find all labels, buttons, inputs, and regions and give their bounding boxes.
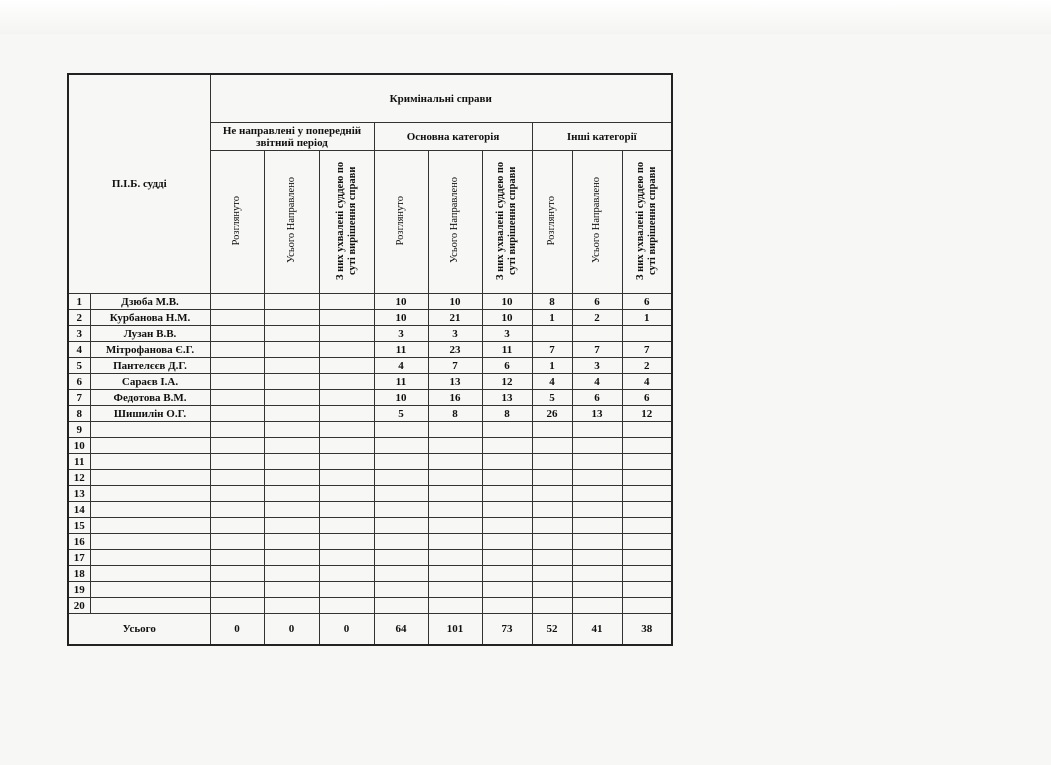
- total-cell: 38: [622, 614, 672, 646]
- total-cell: 0: [210, 614, 264, 646]
- value-cell: [319, 422, 374, 438]
- judge-name: [90, 518, 210, 534]
- value-cell: [622, 422, 672, 438]
- value-cell: [572, 550, 622, 566]
- value-cell: [210, 358, 264, 374]
- value-cell: 11: [374, 374, 428, 390]
- judge-name: [90, 598, 210, 614]
- value-cell: [264, 390, 319, 406]
- judge-name: [90, 422, 210, 438]
- judge-name: [90, 454, 210, 470]
- value-cell: 3: [374, 326, 428, 342]
- value-cell: [482, 438, 532, 454]
- total-cell: 73: [482, 614, 532, 646]
- judge-name: [90, 534, 210, 550]
- col-header: [210, 151, 264, 294]
- value-cell: [374, 502, 428, 518]
- table-row: [68, 422, 672, 438]
- value-cell: [210, 294, 264, 310]
- value-cell: [428, 566, 482, 582]
- value-cell: [482, 598, 532, 614]
- value-cell: 12: [482, 374, 532, 390]
- table-row: [68, 438, 672, 454]
- value-cell: [622, 470, 672, 486]
- col-header: [532, 151, 572, 294]
- value-cell: [210, 598, 264, 614]
- value-cell: 7: [572, 342, 622, 358]
- value-cell: [264, 582, 319, 598]
- value-cell: [319, 550, 374, 566]
- value-cell: [319, 598, 374, 614]
- row-number: 11: [68, 454, 90, 470]
- value-cell: [428, 550, 482, 566]
- value-cell: [428, 422, 482, 438]
- judge-name-header: П.І.Б. судді: [68, 74, 210, 294]
- value-cell: 7: [532, 342, 572, 358]
- table-row: [68, 566, 672, 582]
- value-cell: [264, 550, 319, 566]
- value-cell: [210, 550, 264, 566]
- value-cell: [622, 486, 672, 502]
- judge-name: Шишилін О.Г.: [90, 406, 210, 422]
- row-number: 18: [68, 566, 90, 582]
- row-number: 1: [68, 294, 90, 310]
- row-number: 14: [68, 502, 90, 518]
- value-cell: 7: [428, 358, 482, 374]
- value-cell: [319, 582, 374, 598]
- value-cell: [532, 534, 572, 550]
- table-row: [68, 598, 672, 614]
- table-row: [68, 374, 672, 390]
- total-label: Усього: [68, 614, 210, 646]
- value-cell: [264, 342, 319, 358]
- value-cell: 26: [532, 406, 572, 422]
- row-number: 3: [68, 326, 90, 342]
- row-number: 5: [68, 358, 90, 374]
- table-header: [68, 74, 672, 294]
- row-number: 17: [68, 550, 90, 566]
- table-row: [68, 326, 672, 342]
- col-header: [374, 151, 428, 294]
- value-cell: 6: [572, 294, 622, 310]
- value-cell: [482, 502, 532, 518]
- judge-name: [90, 566, 210, 582]
- value-cell: [572, 582, 622, 598]
- value-cell: [210, 342, 264, 358]
- value-cell: [374, 454, 428, 470]
- value-cell: [428, 534, 482, 550]
- value-cell: [210, 454, 264, 470]
- value-cell: [532, 454, 572, 470]
- value-cell: [264, 534, 319, 550]
- value-cell: [428, 518, 482, 534]
- value-cell: [622, 566, 672, 582]
- value-cell: 3: [482, 326, 532, 342]
- value-cell: [572, 566, 622, 582]
- value-cell: 23: [428, 342, 482, 358]
- judge-name: [90, 550, 210, 566]
- value-cell: [374, 598, 428, 614]
- judge-name: [90, 486, 210, 502]
- value-cell: 3: [428, 326, 482, 342]
- row-number: 8: [68, 406, 90, 422]
- value-cell: [428, 470, 482, 486]
- value-cell: [319, 518, 374, 534]
- value-cell: 7: [622, 342, 672, 358]
- value-cell: 12: [622, 406, 672, 422]
- value-cell: [572, 486, 622, 502]
- value-cell: [482, 534, 532, 550]
- judge-name: [90, 470, 210, 486]
- value-cell: [210, 534, 264, 550]
- value-cell: [210, 310, 264, 326]
- criminal-cases-table: [67, 73, 673, 646]
- value-cell: [532, 438, 572, 454]
- table-row: [68, 534, 672, 550]
- value-cell: [210, 518, 264, 534]
- value-cell: [264, 598, 319, 614]
- value-cell: 2: [622, 358, 672, 374]
- table-footer: [68, 614, 672, 646]
- value-cell: [532, 502, 572, 518]
- table-row: [68, 454, 672, 470]
- value-cell: [622, 326, 672, 342]
- value-cell: [264, 566, 319, 582]
- row-number: 9: [68, 422, 90, 438]
- value-cell: 10: [374, 310, 428, 326]
- value-cell: 8: [428, 406, 482, 422]
- value-cell: [572, 534, 622, 550]
- value-cell: [428, 502, 482, 518]
- row-number: 19: [68, 582, 90, 598]
- value-cell: [319, 326, 374, 342]
- value-cell: 10: [374, 390, 428, 406]
- value-cell: [264, 502, 319, 518]
- value-cell: [319, 470, 374, 486]
- value-cell: [264, 358, 319, 374]
- value-cell: [374, 438, 428, 454]
- value-cell: [572, 422, 622, 438]
- value-cell: [428, 438, 482, 454]
- value-cell: [428, 486, 482, 502]
- total-cell: 41: [572, 614, 622, 646]
- value-cell: [482, 454, 532, 470]
- value-cell: [264, 310, 319, 326]
- value-cell: 1: [622, 310, 672, 326]
- value-cell: 10: [482, 294, 532, 310]
- value-cell: [622, 438, 672, 454]
- row-number: 6: [68, 374, 90, 390]
- table-row: [68, 582, 672, 598]
- value-cell: [319, 374, 374, 390]
- col-header-label: З них ухвалені суддею по суті вирішення справи: [634, 161, 658, 280]
- col-header-label: Розглянуто: [395, 195, 406, 246]
- group-header-main-category: Основна категорія: [374, 123, 532, 151]
- judge-name: Курбанова Н.М.: [90, 310, 210, 326]
- value-cell: [572, 598, 622, 614]
- value-cell: [210, 406, 264, 422]
- row-number: 12: [68, 470, 90, 486]
- value-cell: [572, 470, 622, 486]
- col-header-label: Усього Направлено: [285, 177, 297, 264]
- value-cell: [264, 422, 319, 438]
- judge-name: Дзюба М.В.: [90, 294, 210, 310]
- value-cell: [482, 486, 532, 502]
- value-cell: [374, 470, 428, 486]
- table-row: [68, 502, 672, 518]
- value-cell: 4: [622, 374, 672, 390]
- value-cell: [264, 486, 319, 502]
- value-cell: [319, 358, 374, 374]
- group-header-other-categories: Інші категорії: [532, 123, 672, 151]
- value-cell: [622, 550, 672, 566]
- table-row: [68, 406, 672, 422]
- value-cell: 6: [482, 358, 532, 374]
- value-cell: [319, 294, 374, 310]
- total-cell: 101: [428, 614, 482, 646]
- col-header-label: Розглянуто: [546, 195, 557, 246]
- col-header: [482, 151, 532, 294]
- value-cell: [210, 390, 264, 406]
- value-cell: 2: [572, 310, 622, 326]
- total-cell: 64: [374, 614, 428, 646]
- row-number: 15: [68, 518, 90, 534]
- judge-name: [90, 582, 210, 598]
- value-cell: [532, 582, 572, 598]
- criminal-cases-header: Кримінальні справи: [210, 74, 672, 123]
- value-cell: [210, 374, 264, 390]
- value-cell: [622, 502, 672, 518]
- value-cell: [264, 374, 319, 390]
- value-cell: [532, 550, 572, 566]
- total-row: [68, 614, 672, 646]
- table-row: [68, 358, 672, 374]
- value-cell: [319, 534, 374, 550]
- value-cell: [482, 518, 532, 534]
- judge-name: Сараєв І.А.: [90, 374, 210, 390]
- value-cell: [482, 582, 532, 598]
- judge-name: Пантелєєв Д.Г.: [90, 358, 210, 374]
- value-cell: [482, 566, 532, 582]
- value-cell: [374, 550, 428, 566]
- value-cell: [572, 438, 622, 454]
- col-header-label: Усього Направлено: [591, 177, 602, 264]
- table-row: [68, 342, 672, 358]
- value-cell: [532, 486, 572, 502]
- value-cell: [532, 326, 572, 342]
- judge-name: [90, 438, 210, 454]
- value-cell: [264, 294, 319, 310]
- value-cell: 1: [532, 310, 572, 326]
- value-cell: [210, 470, 264, 486]
- value-cell: [532, 598, 572, 614]
- value-cell: [572, 326, 622, 342]
- value-cell: [622, 518, 672, 534]
- col-header: [622, 151, 672, 294]
- row-number: 13: [68, 486, 90, 502]
- table-row: [68, 518, 672, 534]
- value-cell: 1: [532, 358, 572, 374]
- row-number: 4: [68, 342, 90, 358]
- value-cell: 13: [482, 390, 532, 406]
- row-number: 16: [68, 534, 90, 550]
- value-cell: 4: [374, 358, 428, 374]
- value-cell: [210, 422, 264, 438]
- value-cell: [319, 566, 374, 582]
- table-row: [68, 470, 672, 486]
- value-cell: [374, 582, 428, 598]
- value-cell: [374, 486, 428, 502]
- value-cell: [532, 470, 572, 486]
- value-cell: [319, 502, 374, 518]
- value-cell: [319, 454, 374, 470]
- value-cell: [264, 454, 319, 470]
- col-header-label: Усього Направлено: [449, 177, 460, 264]
- col-header: [572, 151, 622, 294]
- value-cell: 11: [482, 342, 532, 358]
- value-cell: [532, 422, 572, 438]
- value-cell: [374, 534, 428, 550]
- value-cell: [319, 406, 374, 422]
- value-cell: 10: [482, 310, 532, 326]
- table-row: [68, 294, 672, 310]
- table-row: [68, 310, 672, 326]
- value-cell: [572, 502, 622, 518]
- value-cell: 5: [374, 406, 428, 422]
- col-header-label: Розглянуто: [231, 195, 242, 246]
- col-header-label: З них ухвалені суддею по суті вирішення справи: [495, 161, 518, 280]
- value-cell: [532, 566, 572, 582]
- col-header: [428, 151, 482, 294]
- table-row: [68, 550, 672, 566]
- value-cell: [264, 470, 319, 486]
- total-cell: 0: [264, 614, 319, 646]
- value-cell: [210, 566, 264, 582]
- value-cell: 8: [532, 294, 572, 310]
- value-cell: [532, 518, 572, 534]
- value-cell: [264, 438, 319, 454]
- row-number: 10: [68, 438, 90, 454]
- value-cell: 13: [428, 374, 482, 390]
- value-cell: [428, 454, 482, 470]
- table-row: [68, 486, 672, 502]
- value-cell: [319, 438, 374, 454]
- value-cell: [622, 598, 672, 614]
- value-cell: [264, 518, 319, 534]
- value-cell: 6: [572, 390, 622, 406]
- value-cell: 16: [428, 390, 482, 406]
- value-cell: 10: [428, 294, 482, 310]
- value-cell: [210, 502, 264, 518]
- value-cell: [374, 566, 428, 582]
- value-cell: [622, 534, 672, 550]
- value-cell: [482, 470, 532, 486]
- row-number: 20: [68, 598, 90, 614]
- value-cell: [210, 438, 264, 454]
- value-cell: [622, 582, 672, 598]
- value-cell: [210, 326, 264, 342]
- value-cell: [210, 486, 264, 502]
- total-cell: 0: [319, 614, 374, 646]
- value-cell: [319, 486, 374, 502]
- table-body: [68, 294, 672, 614]
- judge-name: Лузан В.В.: [90, 326, 210, 342]
- value-cell: 6: [622, 390, 672, 406]
- value-cell: 21: [428, 310, 482, 326]
- judge-name: Федотова В.М.: [90, 390, 210, 406]
- value-cell: [374, 518, 428, 534]
- col-header: [264, 151, 319, 294]
- value-cell: [482, 550, 532, 566]
- value-cell: 5: [532, 390, 572, 406]
- value-cell: 6: [622, 294, 672, 310]
- value-cell: [572, 518, 622, 534]
- judge-name: [90, 502, 210, 518]
- value-cell: [428, 582, 482, 598]
- row-number: 2: [68, 310, 90, 326]
- value-cell: [264, 406, 319, 422]
- value-cell: 4: [572, 374, 622, 390]
- value-cell: 4: [532, 374, 572, 390]
- value-cell: [319, 390, 374, 406]
- value-cell: [374, 422, 428, 438]
- value-cell: 3: [572, 358, 622, 374]
- value-cell: [482, 422, 532, 438]
- value-cell: 8: [482, 406, 532, 422]
- value-cell: [319, 342, 374, 358]
- value-cell: [428, 598, 482, 614]
- value-cell: 11: [374, 342, 428, 358]
- value-cell: [622, 454, 672, 470]
- value-cell: 10: [374, 294, 428, 310]
- value-cell: [210, 582, 264, 598]
- total-cell: 52: [532, 614, 572, 646]
- value-cell: [264, 326, 319, 342]
- judge-name: Мітрофанова Є.Г.: [90, 342, 210, 358]
- value-cell: [319, 310, 374, 326]
- row-number: 7: [68, 390, 90, 406]
- col-header-label: З них ухвалені суддею по суті вирішення справи: [334, 161, 358, 280]
- value-cell: 13: [572, 406, 622, 422]
- value-cell: [572, 454, 622, 470]
- group-header-previous-period: Не направлені у попередній звітний період: [210, 123, 374, 151]
- col-header: [319, 151, 374, 294]
- table-row: [68, 390, 672, 406]
